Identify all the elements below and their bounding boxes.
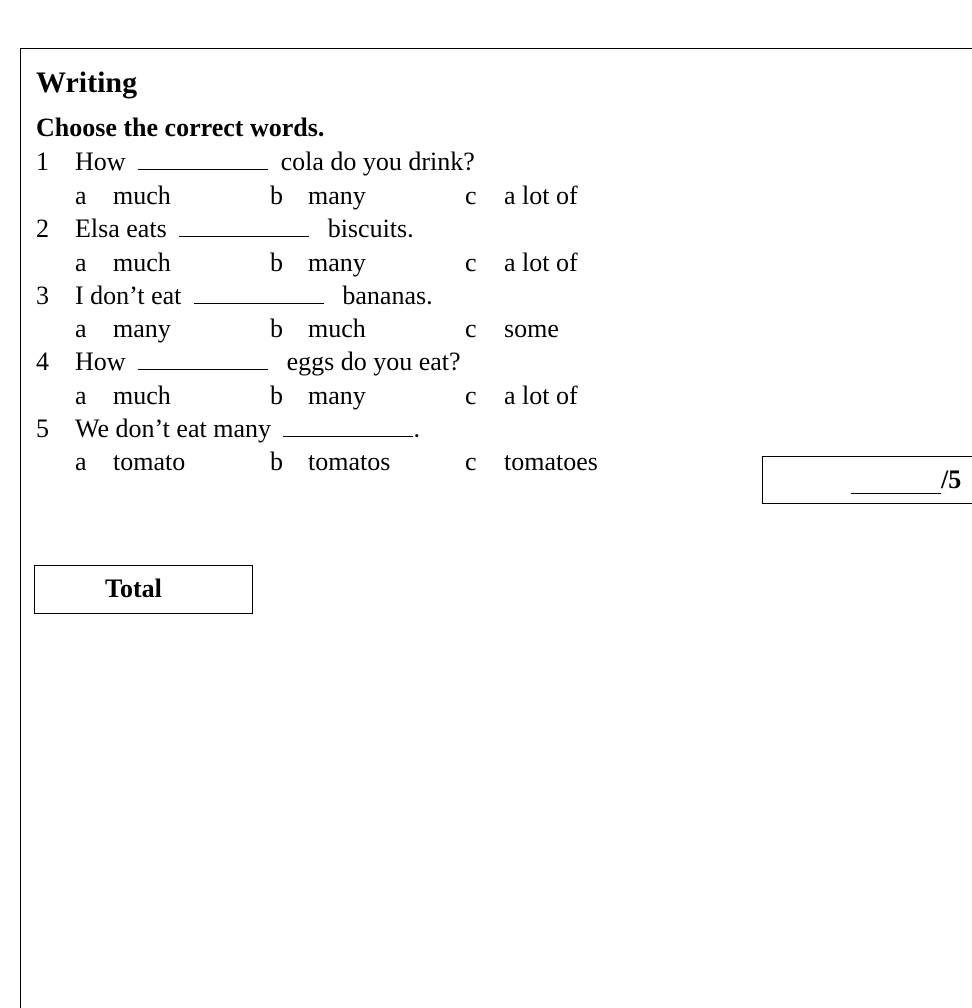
option-c[interactable]: some: [504, 314, 559, 343]
option-letter: b: [270, 381, 283, 410]
option-letter: c: [465, 447, 477, 476]
question-text: [75, 346, 461, 378]
answer-blank[interactable]: [179, 214, 309, 237]
question-text-after: biscuits.: [327, 214, 414, 243]
option-b[interactable]: many: [308, 181, 366, 210]
answer-blank[interactable]: [283, 414, 413, 437]
question-text-before: Elsa eats: [75, 214, 167, 243]
answer-blank[interactable]: [194, 281, 324, 304]
option-c[interactable]: a lot of: [504, 381, 578, 410]
option-c[interactable]: tomatoes: [504, 447, 598, 476]
option-letter: a: [75, 248, 87, 277]
option-letter: b: [270, 248, 283, 277]
option-a[interactable]: much: [113, 381, 171, 410]
option-c[interactable]: a lot of: [504, 248, 578, 277]
total-box: [34, 565, 253, 614]
option-c[interactable]: a lot of: [504, 181, 578, 210]
option-a[interactable]: much: [113, 248, 171, 277]
option-letter: a: [75, 447, 87, 476]
option-a[interactable]: tomato: [113, 447, 186, 476]
option-letter: b: [270, 314, 283, 343]
question-text-before: We don’t eat many: [75, 414, 271, 443]
option-b[interactable]: many: [308, 381, 366, 410]
score-box: [762, 456, 972, 504]
option-letter: c: [465, 314, 477, 343]
question-number: 4: [36, 347, 49, 376]
question-text-after: bananas.: [342, 281, 433, 310]
option-b[interactable]: many: [308, 248, 366, 277]
question-text-before: How: [75, 147, 126, 176]
option-b[interactable]: much: [308, 314, 366, 343]
question-number: 2: [36, 214, 49, 243]
option-letter: c: [465, 248, 477, 277]
option-b[interactable]: tomatos: [308, 447, 391, 476]
instruction: Choose the correct words.: [36, 113, 325, 142]
answer-blank[interactable]: [138, 347, 268, 370]
answer-blank[interactable]: [138, 147, 268, 170]
score-blank[interactable]: [851, 493, 941, 494]
option-a[interactable]: much: [113, 181, 171, 210]
question-text: [75, 146, 475, 178]
option-letter: a: [75, 381, 87, 410]
option-letter: c: [465, 181, 477, 210]
option-letter: a: [75, 181, 87, 210]
question-text-after: cola do you drink?: [280, 147, 475, 176]
question-number: 5: [36, 414, 49, 443]
question-number: 1: [36, 147, 49, 176]
option-letter: c: [465, 381, 477, 410]
question-text-before: I don’t eat: [75, 281, 182, 310]
question-text-before: How: [75, 347, 126, 376]
question-text-after: .: [413, 414, 420, 443]
option-letter: b: [270, 181, 283, 210]
question-text-after: eggs do you eat?: [286, 347, 461, 376]
score-max: /5: [941, 465, 962, 494]
option-letter: a: [75, 314, 87, 343]
question-text: [75, 213, 414, 245]
question-text: [75, 280, 433, 312]
section-title: Writing: [36, 66, 138, 99]
question-text: [75, 413, 420, 445]
option-letter: b: [270, 447, 283, 476]
question-number: 3: [36, 281, 49, 310]
option-a[interactable]: many: [113, 314, 171, 343]
total-label: Total: [105, 574, 162, 603]
